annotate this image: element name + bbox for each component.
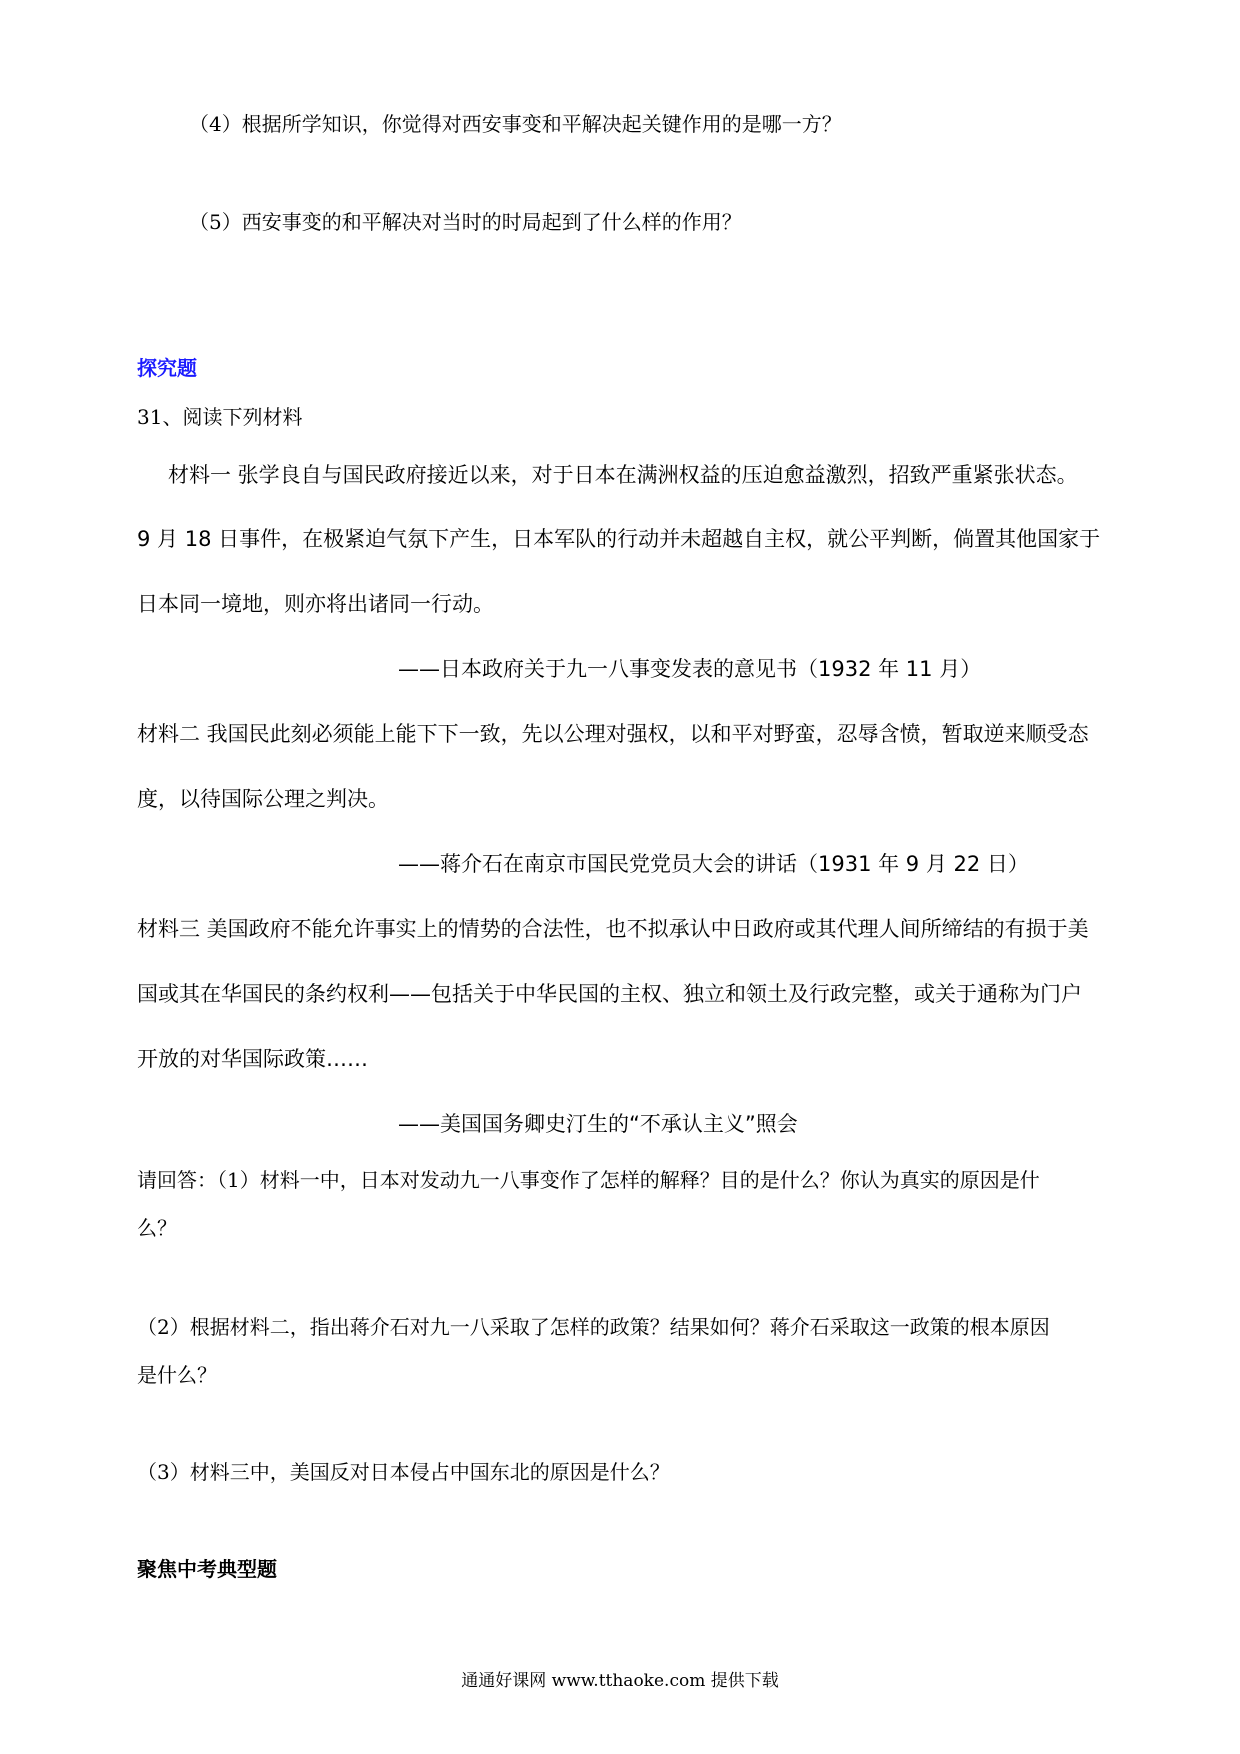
sub-question-1-line-2: 么？ [137,1216,177,1240]
sub-question-1-line-1: 请回答：（1）材料一中，日本对发动九一八事变作了怎样的解释？目的是什么？你认为真实的原因是什 [137,1168,1040,1192]
material-three-source: ——美国国务卿史汀生的“不承认主义”照会 [398,1112,798,1136]
material-two-source: ——蒋介石在南京市国民党党员大会的讲话（1931 年 9 月 22 日） [398,852,1029,876]
material-two-line-2: 度，以待国际公理之判决。 [137,787,389,811]
material-one-line-3: 日本同一境地，则亦将出诸同一行动。 [137,592,494,616]
sub-question-2-line-1: （2）根据材料二，指出蒋介石对九一八采取了怎样的政策？结果如何？蒋介石采取这一政策的根本原因 [137,1315,1050,1339]
material-one-line-2: 9 月 18 日事件，在极紧迫气氛下产生，日本军队的行动并未超越自主权，就公平判断，倘置其他国家于 [137,527,1101,551]
page-footer: 通通好课网 www.tthaoke.com 提供下载 [461,1671,779,1691]
material-one-line-1: 材料一 张学良自与国民政府接近以来，对于日本在满洲权益的压迫愈益激烈，招致严重紧张状态。 [168,463,1078,487]
material-three-line-3: 开放的对华国际政策…… [137,1047,368,1071]
question-31-title: 31、阅读下列材料 [137,405,303,429]
question-4-text: （4）根据所学知识，你觉得对西安事变和平解决起关键作用的是哪一方？ [189,112,842,136]
section-heading-exam-focus: 聚焦中考典型题 [137,1557,277,1581]
material-one-source: ——日本政府关于九一八事变发表的意见书（1932 年 11 月） [398,657,982,681]
section-heading-inquiry: 探究题 [137,356,197,380]
sub-question-3-text: （3）材料三中，美国反对日本侵占中国东北的原因是什么？ [137,1460,670,1484]
material-two-line-1: 材料二 我国民此刻必须能上能下下一致，先以公理对强权，以和平对野蛮，忍辱含愤，暂取逆来顺受态 [137,722,1089,746]
sub-question-2-line-2: 是什么？ [137,1363,217,1387]
material-three-line-1: 材料三 美国政府不能允许事实上的情势的合法性，也不拟承认中日政府或其代理人间所缔结的有损于美 [137,917,1089,941]
material-three-line-2: 国或其在华国民的条约权利——包括关于中华民国的主权、独立和领土及行政完整，或关于通称为门户 [137,982,1082,1006]
question-5-text: （5）西安事变的和平解决对当时的时局起到了什么样的作用？ [189,210,742,234]
